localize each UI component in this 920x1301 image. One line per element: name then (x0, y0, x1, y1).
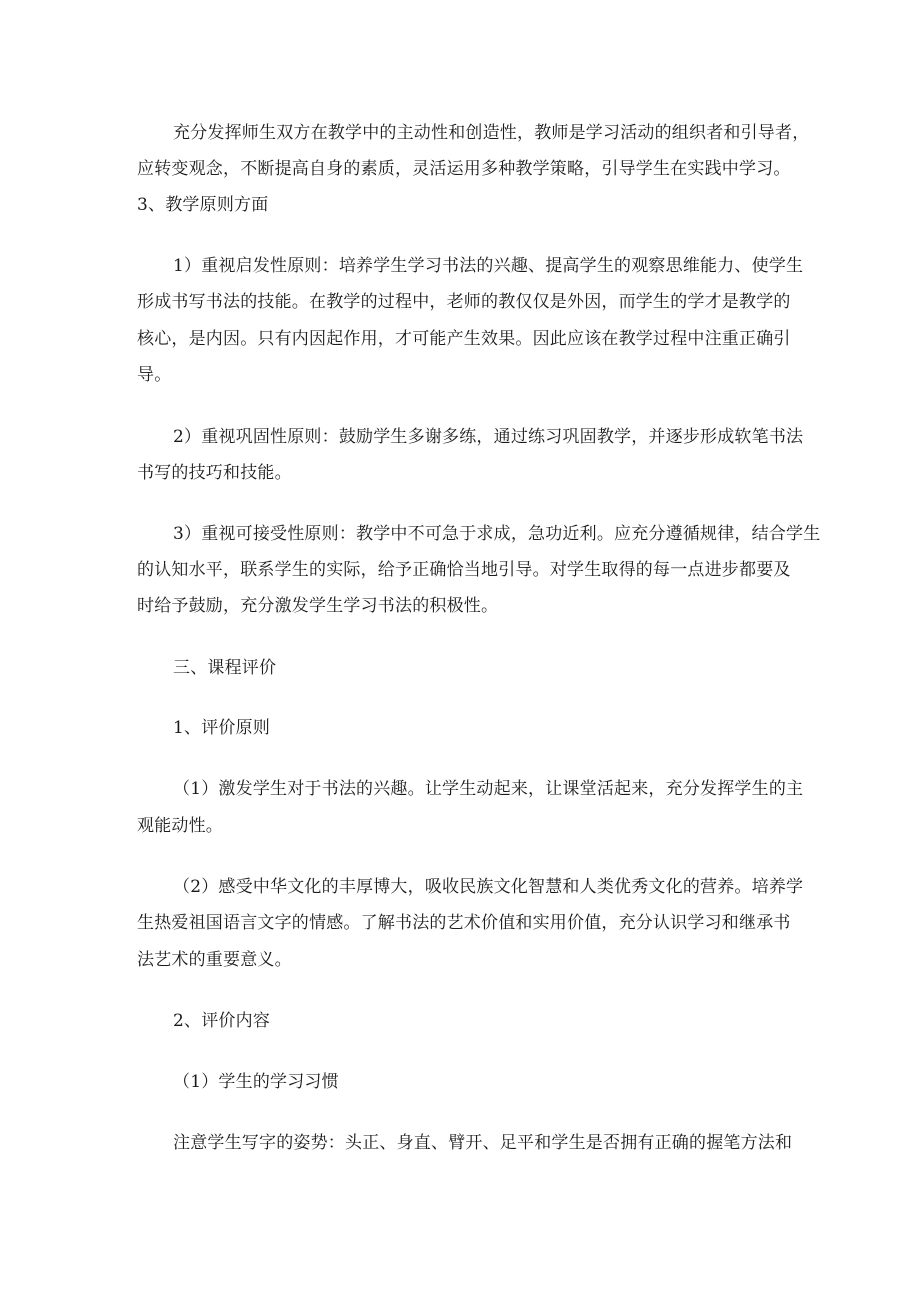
paragraph-line: 形成书写书法的技能。在教学的过程中，老师的教仅仅是外因，而学生的学才是教学的 (137, 292, 791, 312)
section-heading: 三、课程评价 (173, 658, 277, 678)
item-heading: （1）学生的学习习惯 (173, 1072, 339, 1092)
paragraph-line: 核心，是内因。只有内因起作用，才可能产生效果。因此应该在教学过程中注重正确引 (137, 329, 791, 349)
paragraph-line: （2）感受中华文化的丰厚博大，吸收民族文化智慧和人类优秀文化的营养。培养学 (173, 877, 804, 897)
paragraph-line: （1）激发学生对于书法的兴趣。让学生动起来，让课堂活起来，充分发挥学生的主 (173, 779, 804, 799)
section-heading: 3、教学原则方面 (137, 195, 269, 215)
paragraph-line: 观能动性。 (137, 816, 223, 836)
paragraph-line: 充分发挥师生双方在教学中的主动性和创造性，教师是学习活动的组织者和引导者， (173, 123, 810, 143)
paragraph-line: 3）重视可接受性原则：教学中不可急于求成，急功近利。应充分遵循规律，结合学生 (173, 524, 821, 544)
subsection-heading: 1、评价原则 (173, 718, 271, 738)
paragraph-line: 时给予鼓励，充分激发学生学习书法的积极性。 (137, 596, 499, 616)
subsection-heading: 2、评价内容 (173, 1011, 271, 1031)
paragraph-line: 生热爱祖国语言文字的情感。了解书法的艺术价值和实用价值，充分认识学习和继承书 (137, 913, 791, 933)
paragraph-line: 书写的技巧和技能。 (137, 463, 292, 483)
paragraph-line: 1）重视启发性原则：培养学生学习书法的兴趣、提高学生的观察思维能力、使学生 (173, 256, 804, 276)
paragraph-line: 导。 (137, 365, 172, 385)
paragraph-line: 的认知水平，联系学生的实际，给予正确恰当地引导。对学生取得的每一点进步都要及 (137, 560, 791, 580)
paragraph-line: 2）重视巩固性原则：鼓励学生多谢多练，通过练习巩固教学，并逐步形成软笔书法 (173, 427, 804, 447)
paragraph-line: 注意学生写字的姿势：头正、身直、臂开、足平和学生是否拥有正确的握笔方法和 (173, 1133, 793, 1153)
paragraph-line: 应转变观念，不断提高自身的素质，灵活运用多种教学策略，引导学生在实践中学习。 (137, 159, 791, 179)
paragraph-line: 法艺术的重要意义。 (137, 950, 292, 970)
